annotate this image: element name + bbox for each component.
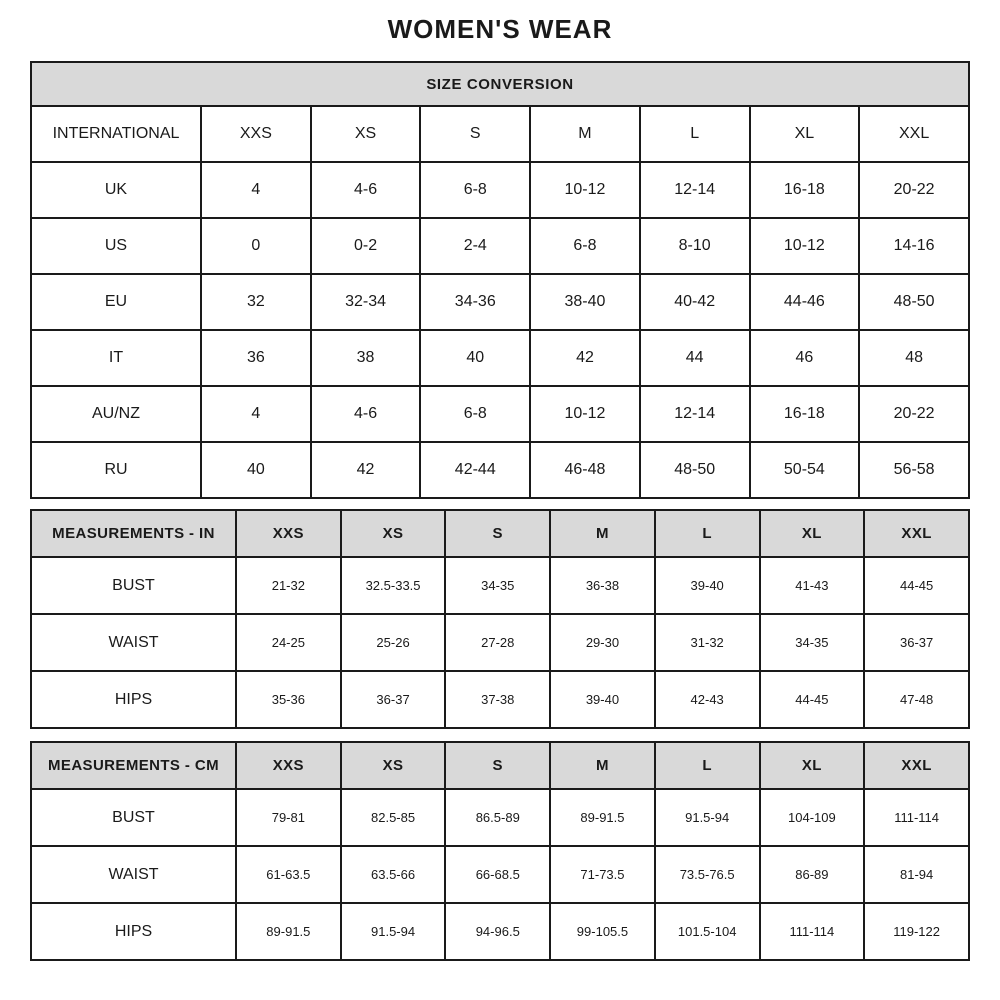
table-cell: 81-94: [864, 846, 969, 903]
table-cell: 44-45: [864, 557, 969, 614]
table-cell: 10-12: [530, 386, 640, 442]
table-row: [31, 671, 969, 728]
table-cell: 32-34: [311, 274, 421, 330]
table-cell: 42: [530, 330, 640, 386]
table-header-row: [31, 742, 969, 789]
table-cell: 104-109: [760, 789, 865, 846]
table-cell: 71-73.5: [550, 846, 655, 903]
table-cell: 25-26: [341, 614, 446, 671]
table-cell: XL: [750, 106, 860, 162]
table-cell: 40-42: [640, 274, 750, 330]
table-cell: 8-10: [640, 218, 750, 274]
row-label: BUST: [31, 557, 236, 614]
page-title: WOMEN'S WEAR: [387, 14, 613, 44]
table-cell: 0-2: [311, 218, 421, 274]
table-cell: 32: [201, 274, 311, 330]
table-cell: 79-81: [236, 789, 341, 846]
row-label: AU/NZ: [31, 386, 201, 442]
table-cell: 20-22: [859, 162, 969, 218]
measurements-cm-table: [30, 741, 970, 961]
row-label: INTERNATIONAL: [31, 106, 201, 162]
size-conversion-table: [30, 61, 970, 499]
table-cell: 10-12: [750, 218, 860, 274]
table-cell: 73.5-76.5: [655, 846, 760, 903]
table-cell: 36-38: [550, 557, 655, 614]
table-cell: 39-40: [550, 671, 655, 728]
row-label: WAIST: [31, 846, 236, 903]
table-cell: 40: [420, 330, 530, 386]
table-cell: 6-8: [420, 386, 530, 442]
table-cell: 16-18: [750, 162, 860, 218]
row-label: EU: [31, 274, 201, 330]
table-cell: M: [530, 106, 640, 162]
table-cell: 111-114: [760, 903, 865, 960]
table-cell: 4-6: [311, 386, 421, 442]
row-label: IT: [31, 330, 201, 386]
table-cell: 94-96.5: [445, 903, 550, 960]
table-cell: 27-28: [445, 614, 550, 671]
table-cell: 38-40: [530, 274, 640, 330]
column-header: XS: [341, 510, 446, 557]
table-cell: 63.5-66: [341, 846, 446, 903]
table-cell: 119-122: [864, 903, 969, 960]
table-cell: 40: [201, 442, 311, 498]
measurements-in-table: [30, 509, 970, 729]
table-cell: 61-63.5: [236, 846, 341, 903]
table-cell: 36: [201, 330, 311, 386]
table-cell: XXS: [201, 106, 311, 162]
row-label: US: [31, 218, 201, 274]
table-cell: 91.5-94: [341, 903, 446, 960]
table-cell: 34-35: [445, 557, 550, 614]
table-cell: 21-32: [236, 557, 341, 614]
column-header: L: [655, 510, 760, 557]
column-header: M: [550, 510, 655, 557]
table-cell: 44-45: [760, 671, 865, 728]
table-cell: 12-14: [640, 386, 750, 442]
column-header: XL: [760, 510, 865, 557]
table-cell: 44-46: [750, 274, 860, 330]
table-cell: 42-44: [420, 442, 530, 498]
column-header: XXL: [864, 510, 969, 557]
column-header: XXL: [864, 742, 969, 789]
table-cell: 91.5-94: [655, 789, 760, 846]
table-row: [31, 557, 969, 614]
table-cell: 4-6: [311, 162, 421, 218]
table-cell: 66-68.5: [445, 846, 550, 903]
table-cell: XS: [311, 106, 421, 162]
table-cell: 6-8: [530, 218, 640, 274]
table-cell: 38: [311, 330, 421, 386]
table-cell: 42-43: [655, 671, 760, 728]
row-label: WAIST: [31, 614, 236, 671]
table-cell: 50-54: [750, 442, 860, 498]
table-cell: 48-50: [640, 442, 750, 498]
column-header: XS: [341, 742, 446, 789]
row-label: RU: [31, 442, 201, 498]
table-banner: SIZE CONVERSION: [31, 62, 969, 106]
table-row: [31, 330, 969, 386]
column-header: MEASUREMENTS - IN: [31, 510, 236, 557]
table-row: [31, 106, 969, 162]
table-cell: 24-25: [236, 614, 341, 671]
table-cell: 6-8: [420, 162, 530, 218]
table-cell: 99-105.5: [550, 903, 655, 960]
column-header: S: [445, 510, 550, 557]
table-cell: 86-89: [760, 846, 865, 903]
table-cell: 37-38: [445, 671, 550, 728]
table-cell: 4: [201, 386, 311, 442]
column-header: MEASUREMENTS - CM: [31, 742, 236, 789]
table-cell: 31-32: [655, 614, 760, 671]
table-row: [31, 162, 969, 218]
row-label: UK: [31, 162, 201, 218]
table-cell: 111-114: [864, 789, 969, 846]
table-row: [31, 218, 969, 274]
table-cell: 39-40: [655, 557, 760, 614]
table-cell: 2-4: [420, 218, 530, 274]
table-cell: 42: [311, 442, 421, 498]
table-banner-row: [31, 62, 969, 106]
table-row: [31, 789, 969, 846]
column-header: XL: [760, 742, 865, 789]
table-cell: 44: [640, 330, 750, 386]
table-cell: 12-14: [640, 162, 750, 218]
row-label: HIPS: [31, 671, 236, 728]
table-row: [31, 903, 969, 960]
table-cell: 14-16: [859, 218, 969, 274]
table-cell: 36-37: [864, 614, 969, 671]
table-cell: 0: [201, 218, 311, 274]
table-cell: L: [640, 106, 750, 162]
row-label: BUST: [31, 789, 236, 846]
table-cell: S: [420, 106, 530, 162]
table-cell: 101.5-104: [655, 903, 760, 960]
table-cell: 20-22: [859, 386, 969, 442]
table-row: [31, 846, 969, 903]
table-cell: 82.5-85: [341, 789, 446, 846]
table-header-row: [31, 510, 969, 557]
table-cell: 89-91.5: [236, 903, 341, 960]
table-cell: 16-18: [750, 386, 860, 442]
table-cell: 34-36: [420, 274, 530, 330]
table-cell: 29-30: [550, 614, 655, 671]
column-header: M: [550, 742, 655, 789]
table-cell: 48-50: [859, 274, 969, 330]
table-cell: 46-48: [530, 442, 640, 498]
column-header: S: [445, 742, 550, 789]
table-cell: 10-12: [530, 162, 640, 218]
table-cell: 47-48: [864, 671, 969, 728]
table-row: [31, 442, 969, 498]
table-row: [31, 274, 969, 330]
table-cell: 48: [859, 330, 969, 386]
table-cell: 89-91.5: [550, 789, 655, 846]
table-cell: XXL: [859, 106, 969, 162]
table-cell: 36-37: [341, 671, 446, 728]
table-cell: 4: [201, 162, 311, 218]
column-header: XXS: [236, 510, 341, 557]
table-cell: 41-43: [760, 557, 865, 614]
table-cell: 86.5-89: [445, 789, 550, 846]
table-cell: 32.5-33.5: [341, 557, 446, 614]
table-cell: 34-35: [760, 614, 865, 671]
table-row: [31, 614, 969, 671]
table-cell: 35-36: [236, 671, 341, 728]
column-header: XXS: [236, 742, 341, 789]
table-cell: 56-58: [859, 442, 969, 498]
table-cell: 46: [750, 330, 860, 386]
column-header: L: [655, 742, 760, 789]
row-label: HIPS: [31, 903, 236, 960]
table-row: [31, 386, 969, 442]
